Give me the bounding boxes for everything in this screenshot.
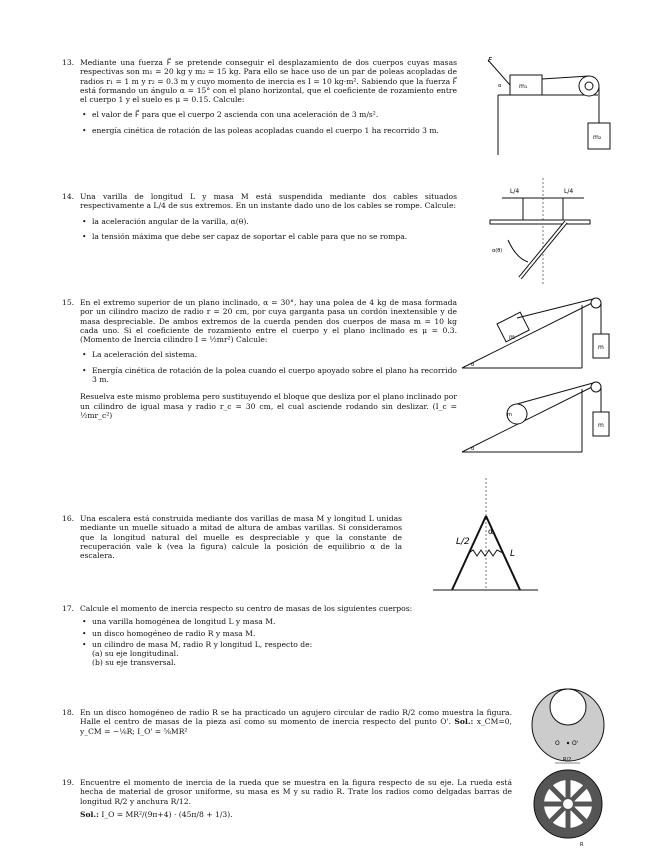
list-item: • un disco homogéneo de radio R y masa M. [80,629,532,638]
problem-number: 15. [62,298,75,307]
alpha-label: α [488,527,494,536]
wheel-figure [525,754,615,848]
bottom-dimension-label: R [580,842,584,848]
list-item: • la aceleración angular de la varilla, α(θ). [80,217,457,226]
disc-hole-figure [528,685,608,765]
svg-text:m: m [598,422,604,429]
problem-number: 19. [62,778,75,787]
l2-label: L/2 [456,537,470,547]
l4-left: L/4 [510,188,520,195]
angle-label: α [498,83,502,89]
oprime-label: O' [572,740,579,747]
problem-number: 16. [62,514,75,523]
list-item: • un cilindro de masa M, radio R y longitud L, respecto de: [80,640,532,649]
problem-statement: Una varilla de longitud L y masa M está suspendida mediante dos cables situados respectivamente a L/4 de sus extremos. En un instante dado uno de los cables se rompe. Calcule: [80,192,457,211]
problem-number: 18. [62,708,75,717]
list-item: • energía cinética de rotación de las poleas acopladas cuando el cuerpo 1 ha recorrido 3 m. [80,126,457,135]
problem-statement: En un disco homogéneo de radio R se ha practicado un agujero circular de radio R/2 como muestra la figura. Halle el centro de masas de la pieza así como su momento de inercia respecto del punto O'. [80,708,512,727]
l4-right: L/4 [564,188,574,195]
list-item: • la tensión máxima que debe ser capaz de soportar el cable para que no se rompa. [80,232,457,241]
top-dimension-label: R/2 [563,757,572,763]
list-item: • el valor de F⃗ para que el cuerpo 2 ascienda con una aceleración de 3 m/s². [80,110,457,119]
sub-item: (a) su eje longitudinal. [92,649,179,659]
problem-statement: Mediante una fuerza F⃗ se pretende conseguir el desplazamiento de dos cuerpos cuyas masas respectivas son m₁ = 20 kg y m₂ = 15 kg. Para ello se hace uso de un par de poleas acopladas de radios r₁ = 1 m y r₂ = 0.3 m y cuyo momento de inercia es I = 10 kg·m². Sabiendo que la fuerza F⃗ está formando un ángulo α = 15° con el plano horizontal, que el coeficiente de rozamiento entre el cuerpo 1 y el suelo es μ = 0.15. Calcule: [80,58,457,105]
ladder-figure [418,478,548,596]
solution: x_CM=0, y_CM = −⅙R; I_O' = ⅝MR² [80,717,512,736]
sub-item: (b) su eje transversal. [92,658,176,668]
problem-number: 13. [62,58,75,67]
m2-label: m₂ [593,134,602,141]
list-item: • una varilla homogénea de longitud L y masa M. [80,617,532,626]
svg-text:α: α [471,446,475,452]
svg-text:m: m [507,412,512,418]
problem-statement: Calcule el momento de inercia respecto su centro de masas de los siguientes cuerpos: [80,604,413,613]
pulley-figure [468,55,618,160]
l-label: L [510,549,516,559]
pulley-inner [585,82,593,90]
m1-label: m₁ [519,83,528,90]
svg-text:m: m [598,344,604,351]
list-item: • La aceleración del sistema. [80,350,457,359]
problem-extension: Resuelva este mismo problema pero sustituyendo el bloque que desliza por el plano inclinado por un cilindro de igual masa y radio r_c = 30 cm, el cual asciende rodando sin deslizar. (I_c = ½mr_c²) [80,392,457,420]
force-label: F [488,56,493,64]
alpha-label: α [471,362,475,368]
list-item: • Energía cinética de rotación de la polea cuando el cuerpo apoyado sobre el plano ha recorrido 3 m. [80,366,457,385]
m-label: m [509,334,515,341]
incline-figure [457,292,617,377]
problem-number: 17. [62,604,75,613]
theta-label: α(θ) [492,248,503,254]
solution: I_O = MR²/(9π+4) · (45π/8 + 1/3). [101,809,233,819]
incline-cylinder-figure [457,378,617,458]
problem-statement: Una escalera está construida mediante dos varillas de masa M y longitud L unidas mediante un muelle situado a mitad de altura de ambas varillas. Si consideramos que la longitud natural del muelle es despreciable y que la constante de recuperación vale k (vea la figura) calcule la posición de equilibrio α de la escalera. [80,514,402,561]
solution-label: Sol.: [80,809,99,819]
wheel-hub [562,798,574,810]
solution-label: Sol.: [454,717,474,727]
o-label: O [555,740,560,747]
hole [550,689,586,725]
problem-statement: Encuentre el momento de inercia de la rueda que se muestra en la figura respecto de su eje. La rueda está hecha de material de grosor uniforme, su masa es M y su radio R. Trate los radios como delgadas barras de longitud R/2 y anchura R/12. [80,778,512,806]
problem-statement: En el extremo superior de un plano inclinado, α = 30°, hay una polea de 4 kg de masa formada por un cilindro macizo de radio r = 20 cm, por cuya garganta pasa un cordón inextensible y de masa despreciable. De ambos extremos de la cuerda penden dos cuerpos de masa m = 10 kg cada uno. Si el coeficiente de rozamiento entre el cuerpo y el plano inclinado es μ = 0.3. (Momento de Inercia cilindro I = ½mr²) Calcule: [80,298,457,345]
rod-figure [488,178,598,288]
problem-number: 14. [62,192,75,201]
